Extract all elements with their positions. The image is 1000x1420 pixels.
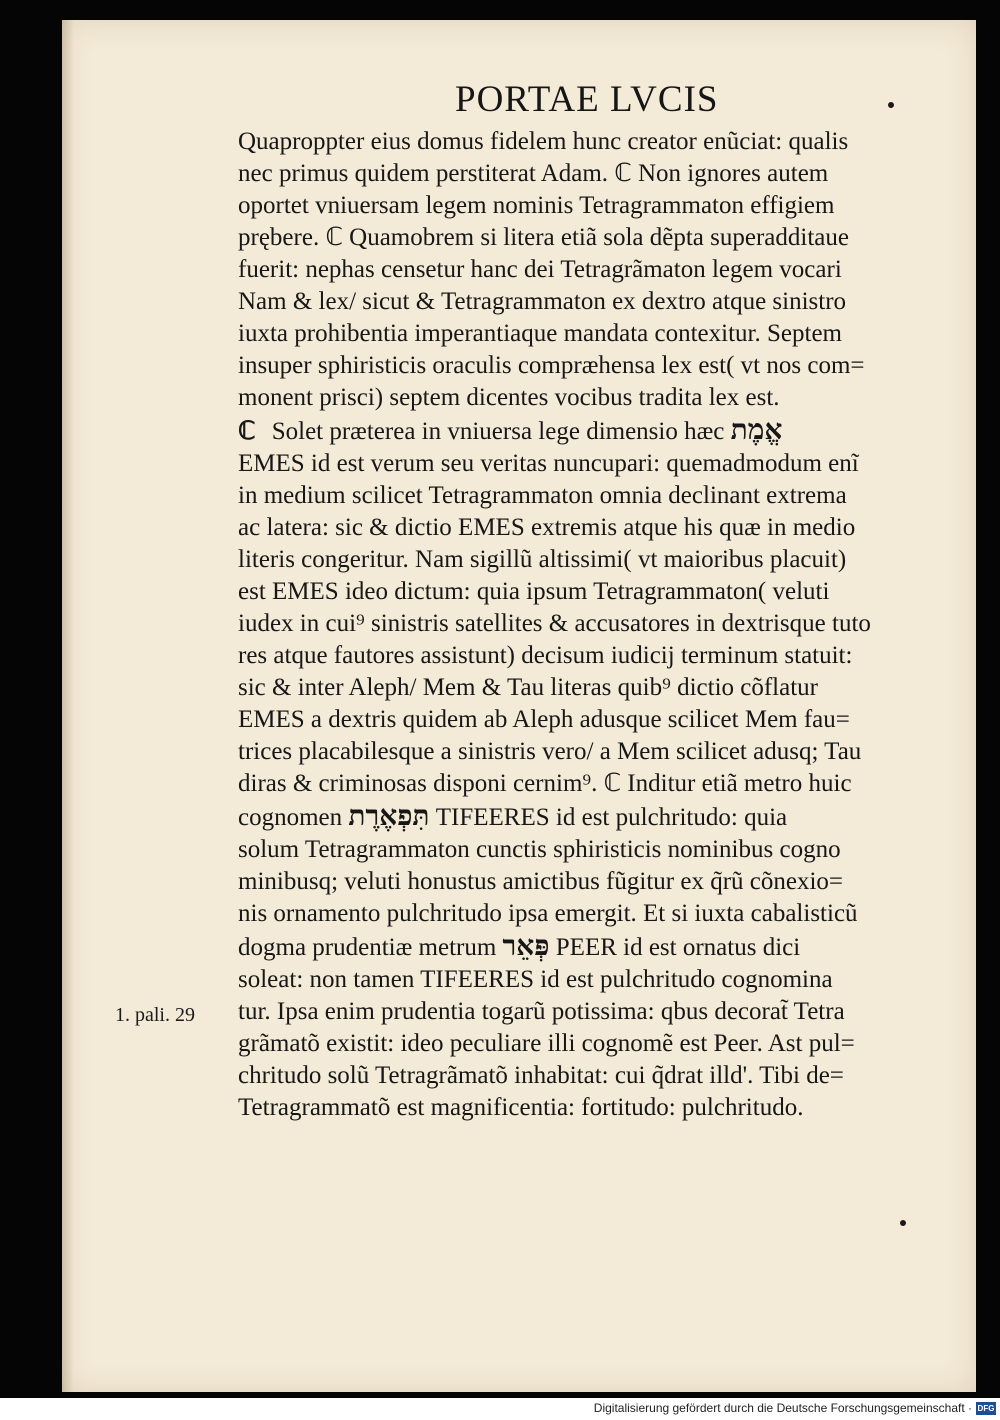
text-line: est EMES ideo dictum: quia ipsum Tetragrammaton( veluti — [238, 578, 830, 605]
running-head: PORTAE LVCIS — [455, 79, 719, 120]
text-line: nec primus quidem perstiterat Adam. ℂ Non ignores autem — [238, 160, 829, 187]
text-line: fuerit: nephas censetur hanc dei Tetragrãmaton legem vocari — [238, 256, 842, 283]
text-line-dogma — [238, 930, 930, 964]
text-line: oportet vniuersam legem nominis Tetragrammaton effigiem — [238, 192, 835, 219]
text-line: chritudo solũ Tetragrãmatõ inhabitat: cui q̃drat illd'. Tibi de= — [238, 1062, 844, 1089]
page-gutter-shadow — [62, 20, 74, 1392]
text-line: soleat: non tamen TIFEERES id est pulchritudo cognomina — [238, 966, 833, 993]
main-text — [238, 126, 930, 1124]
text-segment: TIFEERES id est pulchritudo: quia — [435, 804, 788, 831]
text-line: in medium scilicet Tetragrammaton omnia declinant extrema — [238, 482, 847, 509]
text-line-cognomen — [238, 800, 930, 834]
text-line: iudex in cui⁹ sinistris satellites & accusatores in dextrisque tuto — [238, 610, 871, 637]
text-segment: dogma prudentiæ metrum — [238, 934, 497, 961]
margin-note: 1. pali. 29 — [115, 1004, 195, 1026]
dfg-logo-icon: DFG — [977, 1404, 995, 1413]
hebrew-word: תִּפְאֶרֶת — [348, 800, 430, 832]
text-line: ac latera: sic & dictio EMES extremis atque his quæ in medio — [238, 514, 856, 541]
text-line: solum Tetragrammaton cunctis sphiristicis nominibus cogno — [238, 836, 841, 863]
hebrew-word: פְּאֵר — [502, 930, 550, 962]
text-line: Tetragrammatõ est magnificentia: fortitudo: pulchritudo. — [238, 1094, 804, 1121]
text-line: EMES a dextris quidem ab Aleph adusque scilicet Mem fau= — [238, 706, 850, 733]
text-line: Nam & lex/ sicut & Tetragrammaton ex dextro atque sinistro — [238, 288, 847, 315]
text-line: minibusq; veluti honustus amictibus fũgitur ex q̃rũ cõnexio= — [238, 868, 844, 895]
ornament-dot — [900, 1220, 906, 1226]
text-line: literis congeritur. Nam sigillũ altissimi( vt maioribus placuit) — [238, 546, 847, 573]
text-line: grãmatõ existit: ideo peculiare illi cognomẽ est Peer. Ast pul= — [238, 1030, 855, 1057]
text-line: prębere. ℂ Quamobrem si litera etiã sola dẽpta superadditaue — [238, 224, 849, 251]
text-line: res atque fautores assistunt) decisum iudicij terminum statuit: — [238, 642, 853, 669]
text-segment: cognomen — [238, 804, 343, 831]
text-line: trices placabilesque a sinistris vero/ a Mem scilicet adusq; Tau — [238, 738, 862, 765]
footer-credit: Digitalisierung gefördert durch die Deutsche Forschungsgemeinschaft · — [593, 1401, 972, 1415]
ornament-dot — [888, 102, 894, 108]
text-line: EMES id est verum seu veritas nuncupari: quemadmodum enĩ — [238, 450, 859, 477]
text-line: tur. Ipsa enim prudentia togarũ potissima: qbus decorat̃ Tetra — [238, 998, 845, 1025]
text-line: diras & criminosas disponi cernim⁹. ℂ Inditur etiã metro huic — [238, 770, 852, 797]
text-segment: Solet præterea in vniuersa lege dimensio hæc — [271, 418, 725, 445]
text-line: nis ornamento pulchritudo ipsa emergit. Et si iuxta cabalisticũ — [238, 900, 858, 927]
paragraph-mark: ℂ — [238, 418, 256, 445]
hebrew-word: אֱמֶת — [730, 414, 783, 446]
text-line: sic & inter Aleph/ Mem & Tau literas quib⁹ dictio cõflatur — [238, 674, 818, 701]
text-line-solet — [238, 414, 930, 448]
text-line: monent prisci) septem dicentes vocibus tradita lex est. — [238, 384, 780, 411]
digitization-footer — [0, 1398, 1000, 1420]
text-segment: PEER id est ornatus dici — [555, 934, 801, 961]
text-line: insuper sphiristicis oraculis compræhensa lex est( vt nos com= — [238, 352, 865, 379]
text-line: iuxta prohibentia imperantiaque mandata contexitur. Septem — [238, 320, 842, 347]
text-line: Quaproppter eius domus fidelem hunc creator enũciat: qualis — [238, 128, 849, 155]
